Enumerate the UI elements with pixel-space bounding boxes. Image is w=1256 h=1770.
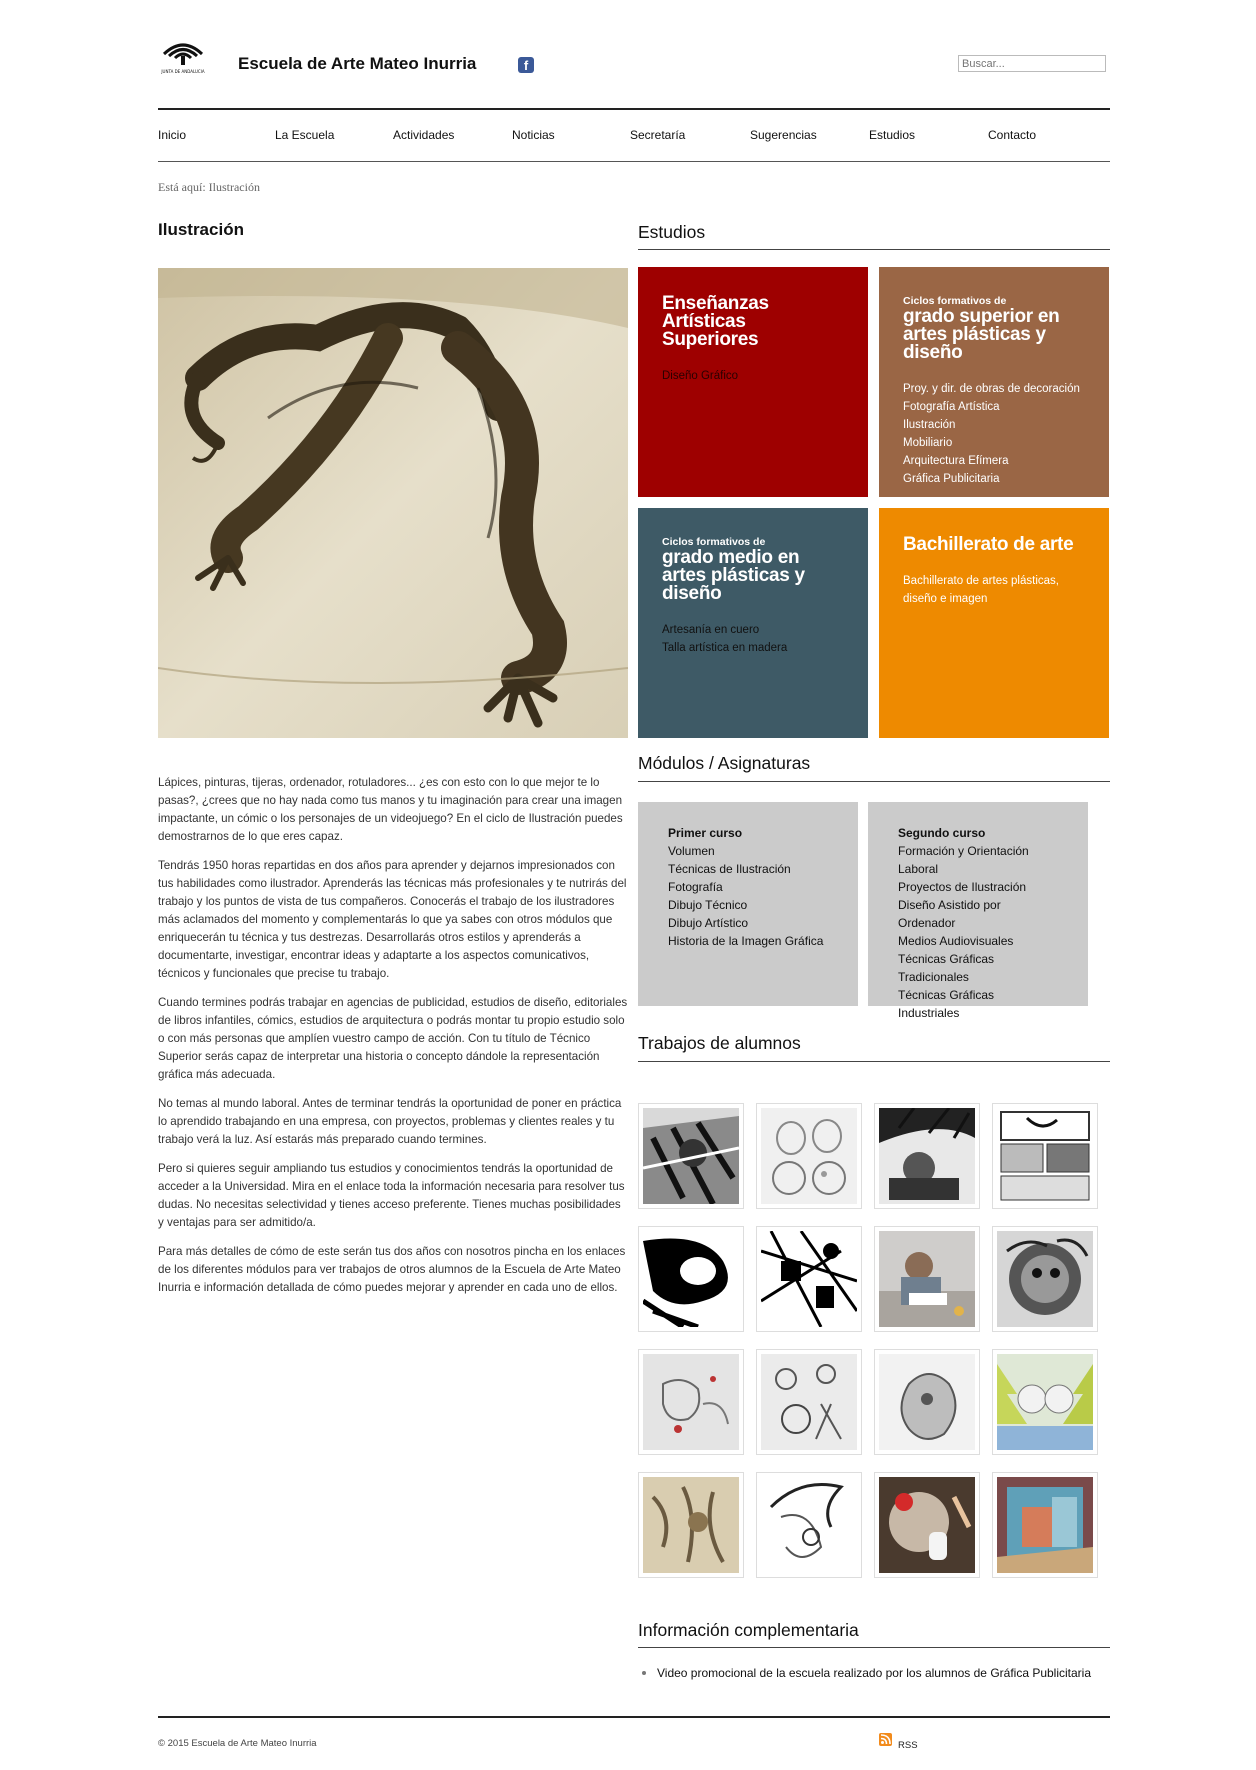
nav-rule <box>158 161 1110 162</box>
student-work-thumb[interactable] <box>638 1472 744 1578</box>
student-work-thumb[interactable] <box>756 1103 862 1209</box>
info-rule <box>638 1647 1110 1648</box>
student-work-thumb[interactable] <box>756 1472 862 1578</box>
body-paragraph: Pero si quieres seguir ampliando tus estudios y conocimientos tendrás la oportunidad de acceder a la Universidad. Mira en el enlace toda la información necesaria para resolver tus dudas. No necesitas selectividad y tienes acceso preferente. Tienes muchas posibilidades y ventajas para ser admitido/a. <box>158 1162 625 1229</box>
trabajos-heading: Trabajos de alumnos <box>638 1033 801 1053</box>
segundo-curso-box <box>868 802 1088 1020</box>
search-input[interactable] <box>958 55 1106 72</box>
tile-title: Bachillerato de arte <box>903 534 1074 555</box>
breadcrumb: Está aquí: Ilustración <box>158 180 260 194</box>
tile-link[interactable]: diseño e imagen <box>903 593 988 605</box>
tile-bachillerato[interactable] <box>879 508 1109 738</box>
primer-curso-box <box>638 802 858 1006</box>
tile-link[interactable]: Artesanía en cuero <box>662 624 760 636</box>
footer-copyright: © 2015 Escuela de Arte Mateo Inurria <box>158 1738 317 1749</box>
module-link[interactable]: Formación y Orientación <box>898 844 1029 858</box>
rss-link[interactable]: RSS <box>898 1740 918 1751</box>
nav-item-la-escuela[interactable]: La Escuela <box>275 128 335 142</box>
student-work-thumb[interactable] <box>992 1103 1098 1209</box>
tile-ensenanzas-superiores[interactable] <box>638 267 868 497</box>
tile-link[interactable]: Fotografía Artística <box>903 401 1000 413</box>
tile-link[interactable]: Talla artística en madera <box>662 642 788 654</box>
student-work-thumb[interactable] <box>874 1349 980 1455</box>
module-link[interactable]: Laboral <box>898 862 939 876</box>
tile-kicker: Ciclos formativos de <box>903 295 1007 307</box>
facebook-icon[interactable]: f <box>518 57 534 73</box>
module-link[interactable]: Diseño Asistido por Ordenador <box>898 898 1001 930</box>
tile-link[interactable]: Mobiliario <box>903 437 953 449</box>
student-work-thumb[interactable] <box>874 1472 980 1578</box>
module-link[interactable]: Técnicas de Ilustración <box>668 862 791 876</box>
student-work-thumb[interactable] <box>638 1103 744 1209</box>
estudios-rule <box>638 249 1110 250</box>
module-link[interactable]: Historia de la Imagen Gráfica <box>668 934 824 948</box>
tile-link[interactable]: Proy. y dir. de obras de decoración <box>903 383 1080 395</box>
tile-grado-superior[interactable] <box>879 267 1109 497</box>
tile-link[interactable]: Gráfica Publicitaria <box>903 473 1000 485</box>
body-paragraph: No temas al mundo laboral. Antes de terminar tendrás la oportunidad de poner en práctica lo aprendido trabajando en una empresa, con proyectos, problemas y clientes reales y tu trabajo verá la luz. Así estarás más preparado cuando termines. <box>158 1097 622 1146</box>
primer-curso-title: Primer curso <box>668 826 743 840</box>
page-title: Ilustración <box>158 220 244 239</box>
module-link[interactable]: Fotografía <box>668 880 723 894</box>
student-work-thumb[interactable] <box>756 1349 862 1455</box>
hero-illustration <box>158 268 628 738</box>
tile-link[interactable]: Arquitectura Efímera <box>903 455 1009 467</box>
tile-link[interactable]: Ilustración <box>903 419 956 431</box>
logo-text: JUNTA DE ANDALUCIA <box>161 69 205 74</box>
tile-title: grado superior en artes plásticas y diseño <box>903 306 1060 363</box>
student-work-thumb[interactable] <box>992 1349 1098 1455</box>
nav-item-noticias[interactable]: Noticias <box>512 128 555 142</box>
module-link[interactable]: Técnicas Gráficas Tradicionales <box>898 952 995 984</box>
tile-title: grado medio en artes plásticas y diseño <box>662 547 805 604</box>
body-paragraph: Cuando termines podrás trabajar en agencias de publicidad, estudios de diseño, editoriales de libros infantiles, cómics, estudios de arquitectura o podrás montar tu propio estudio solo o con más personas que amplíen vuestro campo de acción. Con tu título de Técnico Superior serás capaz de interpretar una historia o concepto dándole la representación gráfica más adecuada. <box>158 996 628 1081</box>
tile-grado-medio[interactable] <box>638 508 868 738</box>
info-heading: Información complementaria <box>638 1620 859 1640</box>
nav-item-secretaria[interactable]: Secretaría <box>630 128 686 142</box>
body-text <box>158 774 628 1308</box>
tile-title: Enseñanzas Artísticas Superiores <box>662 293 769 350</box>
nav-item-inicio[interactable]: Inicio <box>158 128 187 142</box>
student-work-thumb[interactable] <box>874 1103 980 1209</box>
junta-andalucia-logo[interactable] <box>158 36 208 76</box>
rss-icon[interactable] <box>879 1733 892 1746</box>
student-work-thumb[interactable] <box>992 1472 1098 1578</box>
site-title[interactable]: Escuela de Arte Mateo Inurria <box>238 54 477 73</box>
body-paragraph: Para más detalles de cómo de este serán tus dos años con nosotros pincha en los enlaces de los diferentes módulos para ver trabajos de otros alumnos de la Escuela de Arte Mateo Inurria e información detallada de cómo puedes mejorar y aprender en cada uno de ellos. <box>158 1245 626 1294</box>
main-nav <box>158 128 1110 144</box>
nav-item-sugerencias[interactable]: Sugerencias <box>750 128 817 142</box>
student-work-thumb[interactable] <box>874 1226 980 1332</box>
student-work-thumb[interactable] <box>638 1226 744 1332</box>
body-paragraph: Tendrás 1950 horas repartidas en dos años para aprender y dejarnos impresionados con tus habilidades como ilustrador. Aprenderás las técnicas más profesionales y te nutrirás del trabajo y los puntos de vista de tus compañeros. Conocerás el trabajo de los ilustradores más aclamados del momento y complementarás lo que ya sabes con otros módulos que enriquecerán tu técnica y tus destrezas. Desarrollarás otros estilos y aprenderás a documentarte, investigar, encontrar ideas y adaptarte a los aspectos comunicativos, técnicos y funcionales que precise tu trabajo. <box>158 859 627 980</box>
tile-link-diseno-grafico[interactable]: Diseño Gráfico <box>662 370 739 382</box>
footer-rule <box>158 1716 1110 1718</box>
header-rule <box>158 108 1110 110</box>
trabajos-rule <box>638 1061 1110 1062</box>
module-link[interactable]: Medios Audiovisuales <box>898 934 1014 948</box>
modulos-heading: Módulos / Asignaturas <box>638 753 811 773</box>
module-link[interactable]: Técnicas Gráficas Industriales <box>898 988 995 1020</box>
nav-item-estudios[interactable]: Estudios <box>869 128 916 142</box>
module-link[interactable]: Volumen <box>668 844 715 858</box>
info-link-video-promocional[interactable]: Video promocional de la escuela realizado por los alumnos de Gráfica Publicitaria <box>638 1666 1110 1680</box>
info-list <box>638 1666 1110 1680</box>
module-link[interactable]: Dibujo Artístico <box>668 916 749 930</box>
segundo-curso-title: Segundo curso <box>898 826 986 840</box>
module-link[interactable]: Proyectos de Ilustración <box>898 880 1027 894</box>
student-work-thumb[interactable] <box>756 1226 862 1332</box>
student-work-thumb[interactable] <box>992 1226 1098 1332</box>
body-paragraph: Lápices, pinturas, tijeras, ordenador, rotuladores... ¿es con esto con lo que mejor te lo pasas?, ¿crees que no hay nada como tus manos y tu imaginación para crear una imagen impactante, un cómic o los personajes de un videojuego? En el ciclo de Ilustración puedes demostrarnos de lo que eres capaz. <box>158 776 623 843</box>
tile-kicker: Ciclos formativos de <box>662 536 766 548</box>
modulos-rule <box>638 781 1110 782</box>
nav-item-contacto[interactable]: Contacto <box>988 128 1037 142</box>
module-link[interactable]: Dibujo Técnico <box>668 898 748 912</box>
estudios-heading: Estudios <box>638 222 706 242</box>
tile-link[interactable]: Bachillerato de artes plásticas, <box>903 575 1059 587</box>
student-work-thumb[interactable] <box>638 1349 744 1455</box>
nav-item-actividades[interactable]: Actividades <box>393 128 455 142</box>
